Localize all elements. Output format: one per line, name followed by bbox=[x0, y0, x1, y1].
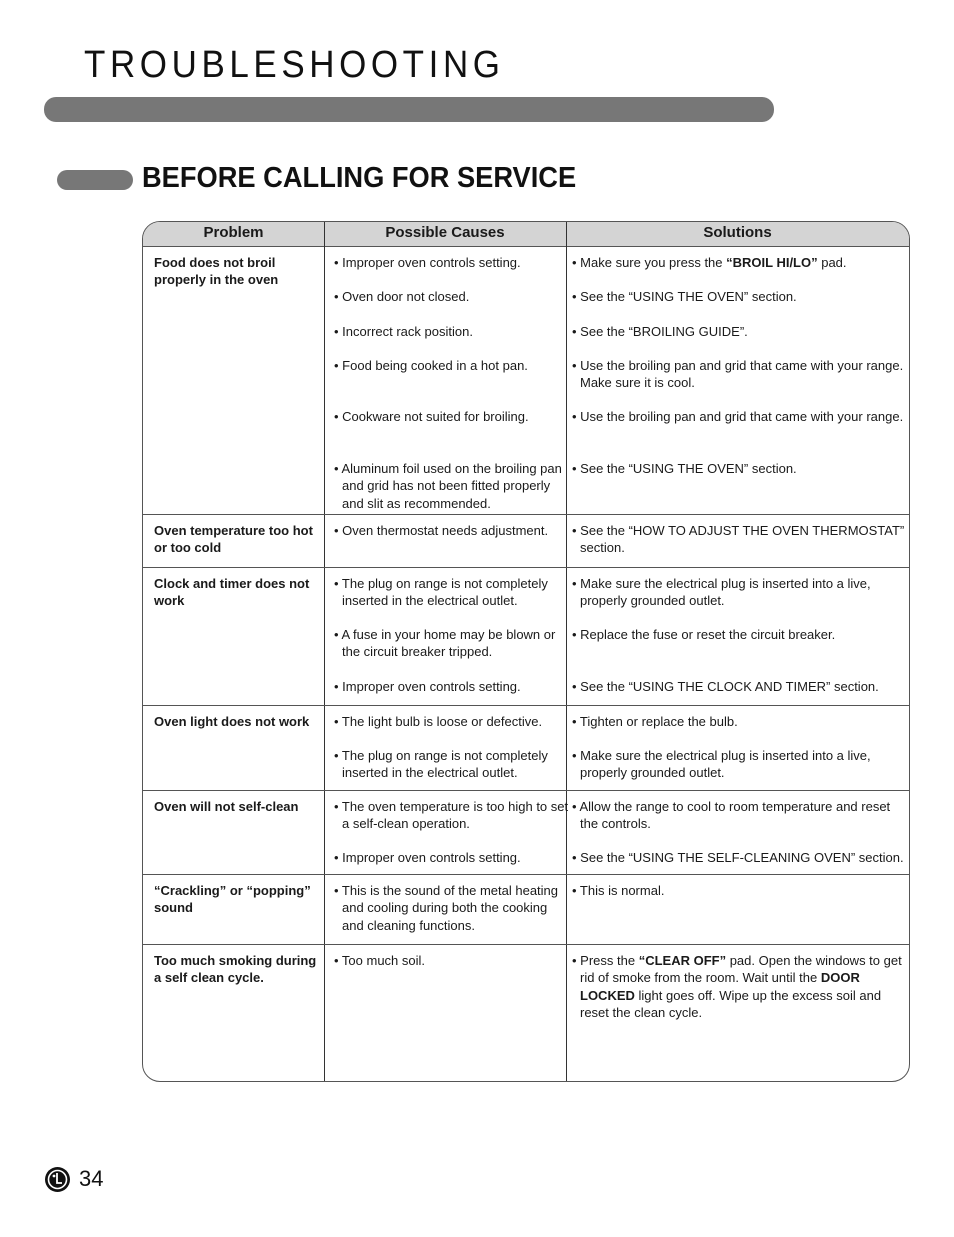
column-header-problem: Problem bbox=[203, 224, 264, 241]
header-bar bbox=[44, 97, 774, 122]
cause-item: • The oven temperature is too high to set a self-clean operation. bbox=[334, 799, 569, 832]
solution-item: • Make sure you press the “BROIL HI/LO” pad. bbox=[572, 255, 847, 270]
problem-cell: Oven temperature too hot or too cold bbox=[154, 523, 313, 556]
cause-item: • A fuse in your home may be blown or the circuit breaker tripped. bbox=[334, 627, 556, 660]
solution-item: • See the “BROILING GUIDE”. bbox=[572, 324, 748, 339]
causes-cell bbox=[334, 254, 570, 514]
cause-item: • Cookware not suited for broiling. bbox=[334, 409, 529, 424]
solution-item: • Use the broiling pan and grid that came with your range. bbox=[572, 409, 904, 424]
table-row bbox=[143, 246, 909, 515]
column-header-causes: Possible Causes bbox=[385, 224, 505, 241]
cause-item: • Aluminum foil used on the broiling pan and grid has not been fitted properly and slit as recommended. bbox=[334, 461, 562, 511]
solution-item: • This is normal. bbox=[572, 883, 665, 898]
table-row bbox=[143, 944, 909, 1081]
solution-item: • Tighten or replace the bulb. bbox=[572, 714, 738, 729]
section-pill-decoration bbox=[57, 170, 133, 190]
problem-cell: Clock and timer does not work bbox=[154, 576, 310, 609]
cause-item: • Improper oven controls setting. bbox=[334, 850, 521, 865]
cause-item: • Oven door not closed. bbox=[334, 289, 470, 304]
problem-cell: “Crackling” or “popping” sound bbox=[154, 883, 311, 916]
table-row bbox=[143, 874, 909, 945]
table-row bbox=[143, 705, 909, 791]
problem-cell: Too much smoking during a self clean cycle. bbox=[154, 953, 317, 986]
cause-item: • Too much soil. bbox=[334, 953, 426, 968]
table-header bbox=[143, 222, 909, 247]
table-row bbox=[143, 567, 909, 706]
solution-item: • See the “USING THE SELF-CLEANING OVEN” section. bbox=[572, 850, 904, 865]
solution-item: • Replace the fuse or reset the circuit breaker. bbox=[572, 627, 836, 642]
solution-item: • See the “USING THE OVEN” section. bbox=[572, 289, 797, 304]
cause-item: • Improper oven controls setting. bbox=[334, 679, 521, 694]
table-row bbox=[143, 514, 909, 568]
solution-item: • Allow the range to cool to room temperature and reset the controls. bbox=[572, 799, 891, 832]
section-title: BEFORE CALLING FOR SERVICE bbox=[142, 162, 577, 194]
solution-item: • See the “HOW TO ADJUST THE OVEN THERMOSTAT” section. bbox=[572, 523, 905, 556]
solution-item: • Make sure the electrical plug is inserted into a live, properly grounded outlet. bbox=[572, 748, 871, 781]
page-number: 34 bbox=[79, 1166, 104, 1191]
lg-logo bbox=[44, 1166, 71, 1193]
cause-item: • This is the sound of the metal heating and cooling during both the cooking and cleaning functions. bbox=[334, 883, 559, 933]
page-header-title: TROUBLESHOOTING bbox=[84, 44, 505, 86]
problem-cell: Oven light does not work bbox=[154, 714, 310, 729]
column-header-solutions: Solutions bbox=[703, 224, 772, 241]
cause-item: • The plug on range is not completely inserted in the electrical outlet. bbox=[334, 576, 548, 609]
cause-item: • The light bulb is loose or defective. bbox=[334, 714, 543, 729]
troubleshooting-table bbox=[142, 221, 910, 1082]
cause-item: • Incorrect rack position. bbox=[334, 324, 473, 339]
table-row bbox=[143, 790, 909, 875]
cause-item: • The plug on range is not completely inserted in the electrical outlet. bbox=[334, 748, 548, 781]
problem-cell: Food does not broil properly in the oven bbox=[154, 255, 279, 288]
cause-item: • Oven thermostat needs adjustment. bbox=[334, 523, 549, 538]
solution-item: • Press the “CLEAR OFF” pad. Open the windows to get rid of smoke from the room. Wait until the DOOR LOCKED light goes off. Wipe up the excess soil and reset the clean cycle. bbox=[572, 953, 902, 1020]
solutions-cell bbox=[572, 254, 908, 514]
solution-item: • Make sure the electrical plug is inserted into a live, properly grounded outlet. bbox=[572, 576, 871, 609]
solution-item: • See the “USING THE OVEN” section. bbox=[572, 461, 797, 476]
problem-cell: Oven will not self-clean bbox=[154, 799, 299, 814]
cause-item: • Food being cooked in a hot pan. bbox=[334, 358, 528, 373]
cause-item: • Improper oven controls setting. bbox=[334, 255, 521, 270]
solution-item: • Use the broiling pan and grid that came with your range. Make sure it is cool. bbox=[572, 358, 904, 391]
solution-item: • See the “USING THE CLOCK AND TIMER” section. bbox=[572, 679, 879, 694]
